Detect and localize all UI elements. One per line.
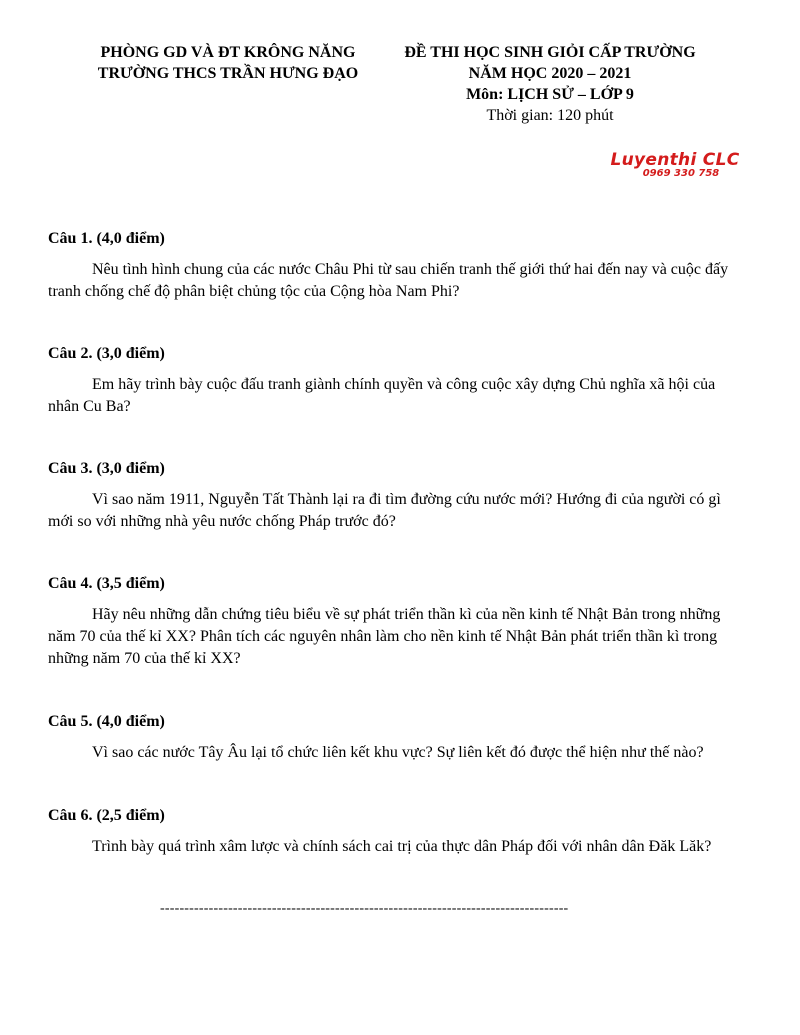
question-title: Câu 6. (2,5 điểm) [48, 807, 165, 824]
question-1 [48, 228, 748, 303]
question-body: Em hãy trình bày cuộc đấu tranh giành chính quyền và công cuộc xây dựng Chủ nghĩa xã hội của nhân Cu Ba? [48, 376, 716, 415]
school-name: TRƯỜNG THCS TRẦN HƯNG ĐẠO [97, 65, 359, 82]
question-title: Câu 5. (4,0 điểm) [48, 713, 165, 730]
question-body: Trình bày quá trình xâm lược và chính sách cai trị của thực dân Pháp đối với nhân dân Đăk Lăk? [92, 838, 712, 855]
department-name: PHÒNG GD VÀ ĐT KRÔNG NĂNG [100, 44, 356, 61]
end-divider: ------------------------------------------------------------------------------------ [160, 901, 569, 916]
question-body: Nêu tình hình chung của các nước Châu Phi từ sau chiến tranh thế giới thứ hai đến nay và cuộc đấy tranh chống chế độ phân biệt chủng tộc của Cộng hòa Nam Phi? [48, 261, 729, 300]
question-body: Vì sao các nước Tây Âu lại tổ chức liên kết khu vực? Sự liên kết đó được thể hiện như thế nào? [92, 744, 704, 761]
watermark-logo [600, 150, 750, 180]
issuing-office-block [48, 42, 408, 84]
question-2 [48, 343, 748, 418]
question-body: Vì sao năm 1911, Nguyễn Tất Thành lại ra đi tìm đường cứu nước mới? Hướng đi của người có gì mới so với những nhà yêu nước chống Pháp trước đó? [48, 491, 721, 530]
question-title: Câu 3. (3,0 điểm) [48, 460, 165, 477]
question-3 [48, 458, 748, 533]
school-year: NĂM HỌC 2020 – 2021 [468, 65, 632, 82]
question-6 [48, 805, 748, 858]
question-title: Câu 4. (3,5 điểm) [48, 575, 165, 592]
watermark-phone: 0969 330 758 [642, 168, 720, 179]
question-4 [48, 573, 748, 670]
question-body: Hãy nêu những dẫn chứng tiêu biểu về sự phát triển thần kì của nền kinh tế Nhật Bản trong những năm 70 của thế kỉ XX? Phân tích các nguyên nhân làm cho nền kinh tế Nhật Bản phát triển thần kì trong những năm 70 của thế kỉ XX? [48, 606, 721, 667]
exam-title: ĐỀ THI HỌC SINH GIỎI CẤP TRƯỜNG [404, 44, 696, 61]
subject-grade: Môn: LỊCH SỬ – LỚP 9 [466, 86, 634, 103]
question-title: Câu 1. (4,0 điểm) [48, 230, 165, 247]
time-limit: Thời gian: 120 phút [486, 107, 614, 124]
watermark-name: Luyenthi CLC [610, 150, 740, 170]
question-5 [48, 711, 748, 764]
question-title: Câu 2. (3,0 điểm) [48, 345, 165, 362]
exam-info-block [392, 42, 708, 126]
